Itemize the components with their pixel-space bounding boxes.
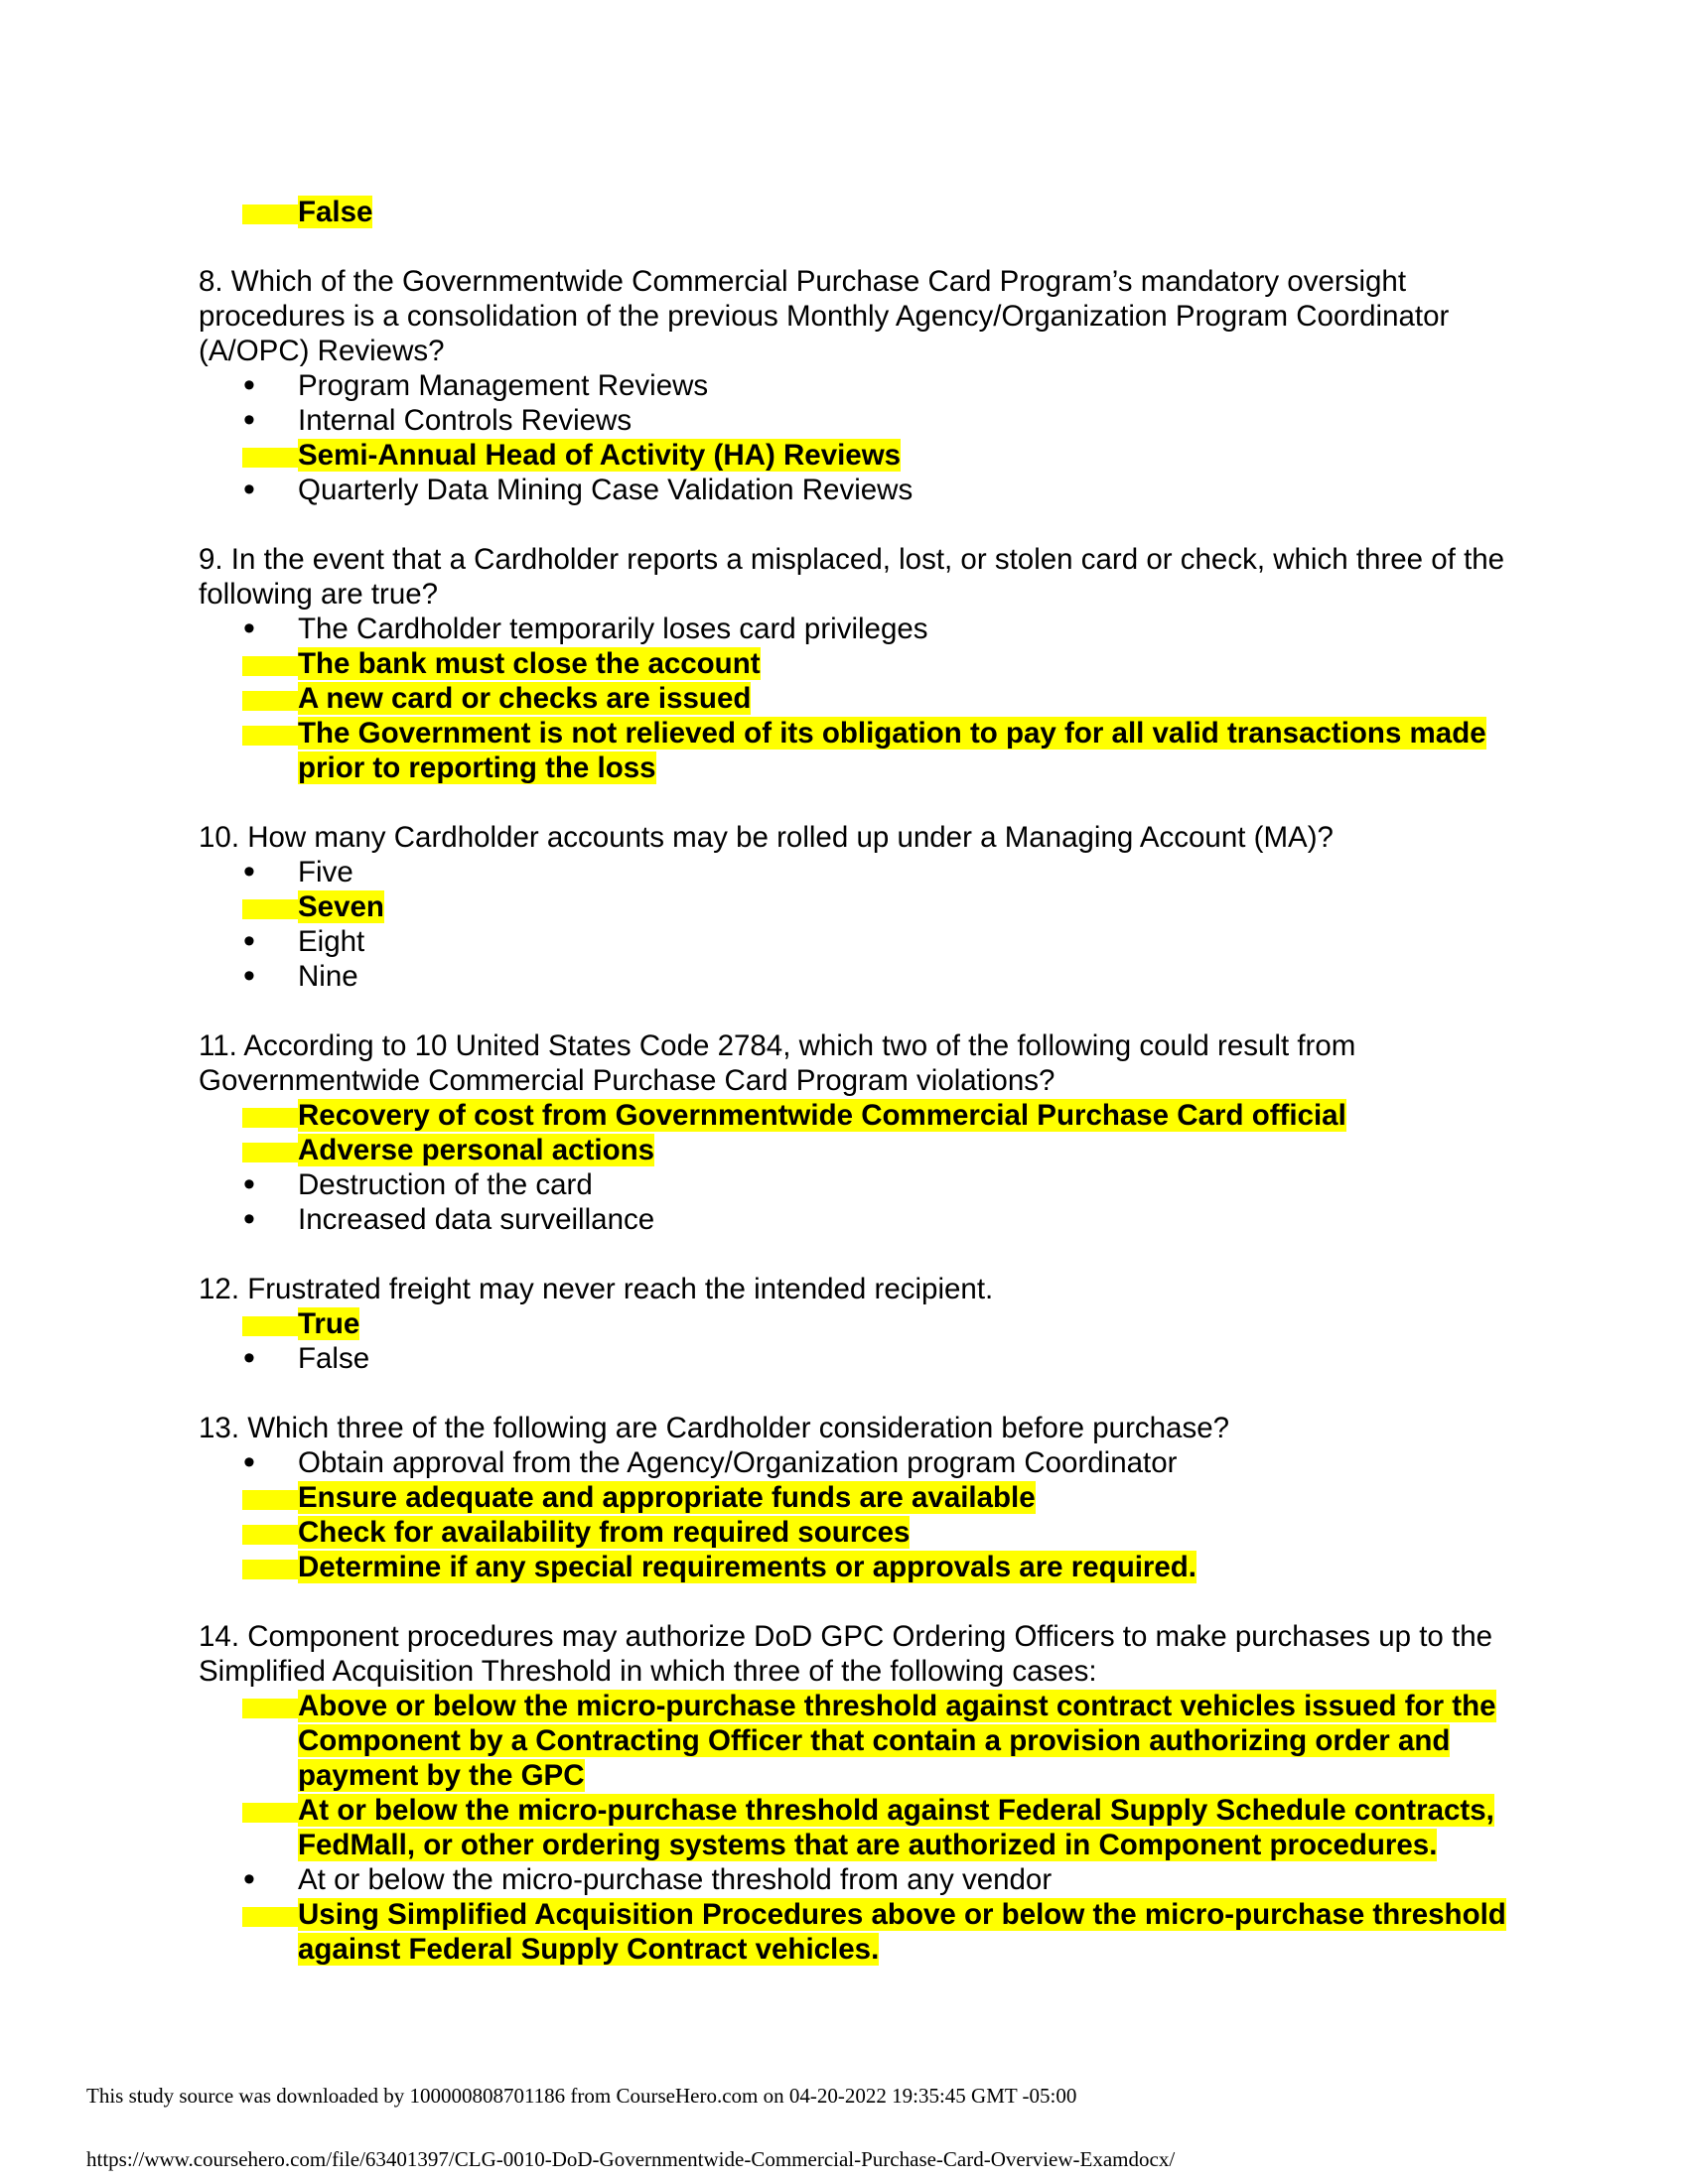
answer-option <box>199 924 1559 959</box>
answer-option <box>199 959 1559 994</box>
answer-option <box>199 403 1559 438</box>
continuation-options <box>199 195 1559 229</box>
option-text: The Cardholder temporarily loses card privileges <box>298 613 928 645</box>
highlight-marker <box>242 1108 298 1128</box>
option-text: Using Simplified Acquisition Procedures above or below the micro-purchase threshold against Federal Supply Contract vehicles. <box>298 1898 1506 1966</box>
option-text: Destruction of the card <box>298 1168 593 1201</box>
option-text: At or below the micro-purchase threshold against Federal Supply Schedule contracts, FedMall, or other ordering systems that are authorized in Component procedures. <box>298 1794 1494 1861</box>
option-text: Program Management Reviews <box>298 369 709 402</box>
answer-option-correct <box>199 1550 1559 1584</box>
document-body <box>199 195 1559 2001</box>
option-text: Internal Controls Reviews <box>298 404 633 437</box>
option-text: False <box>298 196 373 228</box>
answer-option <box>199 612 1559 646</box>
option-text: Nine <box>298 960 358 993</box>
highlight-marker <box>242 1316 298 1336</box>
question-text: 14. Component procedures may authorize DoD GPC Ordering Officers to make purchases up to the Simplified Acquisition Threshold in which three of the following cases: <box>199 1620 1493 1688</box>
answer-option-correct <box>199 1793 1559 1862</box>
answer-option-correct <box>199 681 1559 716</box>
answer-options <box>199 1306 1559 1376</box>
highlight-marker <box>242 205 298 224</box>
option-text: Five <box>298 856 353 888</box>
highlight-marker <box>242 726 298 746</box>
question-text: 13. Which three of the following are Cardholder consideration before purchase? <box>199 1412 1230 1444</box>
option-text: Adverse personal actions <box>298 1134 655 1166</box>
highlight-marker <box>242 1525 298 1545</box>
answer-option-correct <box>199 438 1559 473</box>
option-text: Determine if any special requirements or approvals are required. <box>298 1551 1197 1583</box>
answer-option-correct <box>199 1689 1559 1793</box>
highlight-marker <box>242 899 298 919</box>
option-text: False <box>298 1342 370 1375</box>
option-text: Recovery of cost from Governmentwide Commercial Purchase Card official <box>298 1099 1346 1132</box>
answer-option-correct <box>199 889 1559 924</box>
highlight-marker <box>242 656 298 676</box>
answer-option-correct <box>199 1515 1559 1550</box>
question-list <box>199 264 1559 1967</box>
answer-option <box>199 473 1559 507</box>
answer-option-correct <box>199 716 1559 785</box>
answer-options <box>199 368 1559 507</box>
highlight-marker <box>242 1803 298 1823</box>
answer-option <box>199 1341 1559 1376</box>
highlight-marker <box>242 1907 298 1927</box>
question-block <box>199 264 1559 507</box>
highlight-marker <box>242 691 298 711</box>
answer-option-correct <box>199 1897 1559 1967</box>
answer-option <box>199 1167 1559 1202</box>
answer-option <box>199 1862 1559 1897</box>
option-text: The Government is not relieved of its obligation to pay for all valid transactions made prior to reporting the loss <box>298 717 1486 784</box>
question-block <box>199 1272 1559 1376</box>
answer-options <box>199 1445 1559 1584</box>
option-text: Semi-Annual Head of Activity (HA) Reviews <box>298 439 902 472</box>
answer-options <box>199 1098 1559 1237</box>
answer-option-correct <box>199 1133 1559 1167</box>
option-text: At or below the micro-purchase threshold from any vendor <box>298 1863 1053 1896</box>
option-text: The bank must close the account <box>298 647 761 680</box>
question-text: 8. Which of the Governmentwide Commercial Purchase Card Program’s mandatory oversight procedures is a consolidation of the previous Monthly Agency/Organization Program Coordinator (A/OPC) Reviews? <box>199 265 1450 367</box>
option-text: Check for availability from required sources <box>298 1516 911 1549</box>
answer-option <box>199 855 1559 889</box>
option-text: Above or below the micro-purchase threshold against contract vehicles issued for the Component by a Contracting Officer that contain a provision authorizing order and payment by the GPC <box>298 1690 1496 1792</box>
option-text: Seven <box>298 890 384 923</box>
highlight-marker <box>242 448 298 468</box>
answer-options <box>199 1689 1559 1967</box>
answer-option-correct <box>199 646 1559 681</box>
question-text: 9. In the event that a Cardholder reports a misplaced, lost, or stolen card or check, which three of the following are true? <box>199 543 1505 611</box>
option-text: Quarterly Data Mining Case Validation Reviews <box>298 474 914 506</box>
answer-option <box>199 368 1559 403</box>
question-block <box>199 1411 1559 1584</box>
question-block <box>199 1028 1559 1237</box>
highlight-marker <box>242 1560 298 1579</box>
option-text: Ensure adequate and appropriate funds are available <box>298 1481 1036 1514</box>
answer-option-correct <box>199 1480 1559 1515</box>
source-url: https://www.coursehero.com/file/63401397/CLG-0010-DoD-Governmentwide-Commercial-Purchase-Card-Overview-Examdocx/ <box>86 2147 1176 2171</box>
answer-options <box>199 855 1559 994</box>
option-text: True <box>298 1307 360 1340</box>
option-text: A new card or checks are issued <box>298 682 752 715</box>
answer-option-correct <box>199 1306 1559 1341</box>
question-text: 10. How many Cardholder accounts may be rolled up under a Managing Account (MA)? <box>199 821 1334 854</box>
question-block <box>199 542 1559 785</box>
highlight-marker <box>242 1143 298 1162</box>
option-text: Eight <box>298 925 365 958</box>
question-text: 12. Frustrated freight may never reach the intended recipient. <box>199 1273 994 1305</box>
download-source-note: This study source was downloaded by 100000808701186 from CourseHero.com on 04-20-2022 19:35:45 GMT -05:00 <box>86 2084 1077 2108</box>
highlight-marker <box>242 1699 298 1718</box>
question-block <box>199 820 1559 994</box>
option-text: Increased data surveillance <box>298 1203 655 1236</box>
question-block <box>199 1619 1559 1967</box>
answer-option-correct <box>199 1098 1559 1133</box>
option-text: Obtain approval from the Agency/Organization program Coordinator <box>298 1446 1178 1479</box>
question-text: 11. According to 10 United States Code 2784, which two of the following could result from Governmentwide Commercial Purchase Card Program violations? <box>199 1029 1356 1097</box>
answer-option-correct <box>199 195 1559 229</box>
answer-option <box>199 1202 1559 1237</box>
highlight-marker <box>242 1490 298 1510</box>
answer-option <box>199 1445 1559 1480</box>
answer-options <box>199 612 1559 785</box>
